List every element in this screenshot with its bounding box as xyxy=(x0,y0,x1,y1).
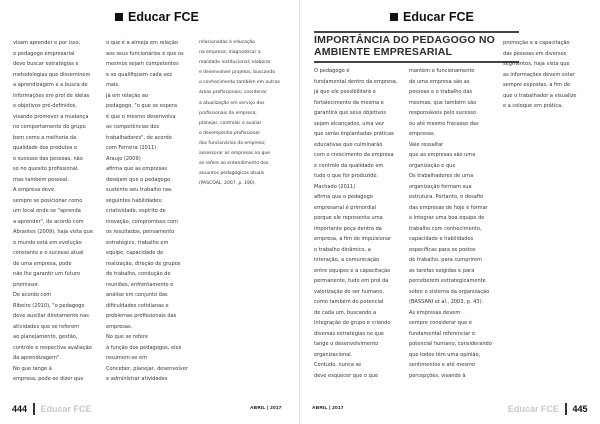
left-page-header xyxy=(115,10,199,24)
article-title: IMPORTÂNCIA DO PEDAGOGO NO AMBIENTE EMPRESARIAL xyxy=(314,34,495,58)
left-column-3-quote: relacionadas à educação na empresa; diagnosticar a realidade institucional; elaborar e desenvolver projetos, buscando o conhecimento também em outras áreas profissionais; coordenar a atualização em serviço dos profissionais da empresa; planejar, controlar e avaliar o desempenho profissional dos funcionários da empresa; assessorar as empresas no que se refere ao entendimento dos assuntos pedagógicos atuais (PASCOAL, 2007, p. 190). xyxy=(199,40,280,187)
title-rule-bottom xyxy=(314,61,519,63)
left-column-1: visam aprender e por isso, o pedagogo empresarial deve buscar estratégias e metodologias que disseminem a aprendizagem e a busca de informações em prol de ideias e objetivos pré-definidos, visando promover a mudança no comportamento do grupo bem como a melhoria da qualidade dos produtos e o sucesso das pessoas, não só no quesito profissional, mas também pessoal. A empresa deve sempre se posicionar como um local onde se "aprenda a aprender", de acordo com Abrantes (2009), haja vista que o mundo está em evolução constante e o sucesso atual de uma empresa, pode não lhe garantir um futuro promissor. De acordo com Ribeiro (2010), "o pedagogo deve auxiliar diretamente nas atividades que se referem ao planejamento, gestão, controle e respectiva avaliação da aprendizagem". No que tange à empresa, pode-se dizer que xyxy=(13,40,93,382)
footer-divider xyxy=(565,403,567,415)
right-header-title: Educar FCE xyxy=(403,10,474,24)
right-footer xyxy=(508,402,588,416)
title-rule-top xyxy=(314,31,519,33)
left-header-title: Educar FCE xyxy=(128,10,199,24)
left-footer xyxy=(12,402,92,416)
right-footer-brand: Educar FCE xyxy=(508,404,560,414)
footer-divider xyxy=(33,403,35,415)
header-square-icon xyxy=(390,13,398,21)
right-footer-date: ABRIL | 2017 xyxy=(312,406,344,411)
left-page-number: 444 xyxy=(12,404,28,414)
left-footer-date: ABRIL | 2017 xyxy=(250,406,282,411)
right-page-number: 445 xyxy=(572,404,588,414)
left-column-2: o que é a almeja em relação aos seus funcionários é que os mesmos sejam competentes e se qualifiquem cada vez mais. Já em relação ao pedagogo, "o que se espera é que o mesmo desenvolva as competências dos trabalhadores", de acordo com Ferreira (2011). Araujo (2009) afirma que as empresas desejam que o pedagogo sustente seu trabalho nas seguintes habilidades: criatividade, espírito de inovação, compromisso com os resultados, pensamento estratégico, trabalho em equipe, capacidade de realização, direção de grupos de trabalho, condução de reuniões, enfrentamento e análise em conjunto das dificuldades cotidianas e problemas profissionais das empresas. No que se refere à função dos pedagogos, eles resumem-se em Conceber, planejar, desenvolver e administrar atividades xyxy=(106,40,188,382)
right-column-3: promoção e a capacitação das pessoas em diversos segmentos, haja vista que as informações devem estar sempre expostas, a fim de que o trabalhador a visualize e a coloque em prática. xyxy=(503,40,577,109)
right-page xyxy=(300,0,600,424)
header-square-icon xyxy=(115,13,123,21)
right-column-1: O pedagogo é fundamental dentro da empresa, já que ele possibilitará o fortalecimento da mesma e garantirá que seus objetivos sejam alcançados, uma vez que serão implantadas práticas educativas que culminarão com o crescimento da empresa e controle da qualidade em tudo o que for produzido. Machado (2011) afirma que o pedagogo empresarial é primordial porque ele representa uma importante peça dentro da empresa, a fim de impulsionar o trabalho dinâmico, a interação, a comunicação entre equipes e a capacitação permanente, tudo em prol da valorização do ser humano, como também do potencial de cada um, buscando a integração do grupo e criando diversas estratégias no que tange o desenvolvimento organizacional. Contudo, nunca se deve esquecer que o que xyxy=(314,68,398,379)
right-column-2: mantém o funcionamento de uma empresa são as pessoas e o trabalho das mesmas, que também são responsáveis pelo sucesso ou até mesmo fracasso das empresas. Vale ressaltar que as empresas são uma organização e que Os trabalhadores de uma organização formam sua estrutura. Portanto, o desafio das empresas de hoje é formar e integrar uma boa equipe de trabalho com conhecimento, capacidade e habilidades específicas para os postos de trabalho, para cumprirem as tarefas exigidas e para perceberem estrategicamente sobre o sistema da organização (BASSANI et al., 2003, p. 43). As empresas devem sempre considerar que é fundamental referenciar o potencial humano, considerando que todos têm uma opinião, sentimentos e até mesmo percepções, visando à xyxy=(409,68,492,379)
left-footer-brand: Educar FCE xyxy=(40,404,92,414)
right-page-header xyxy=(390,10,474,24)
